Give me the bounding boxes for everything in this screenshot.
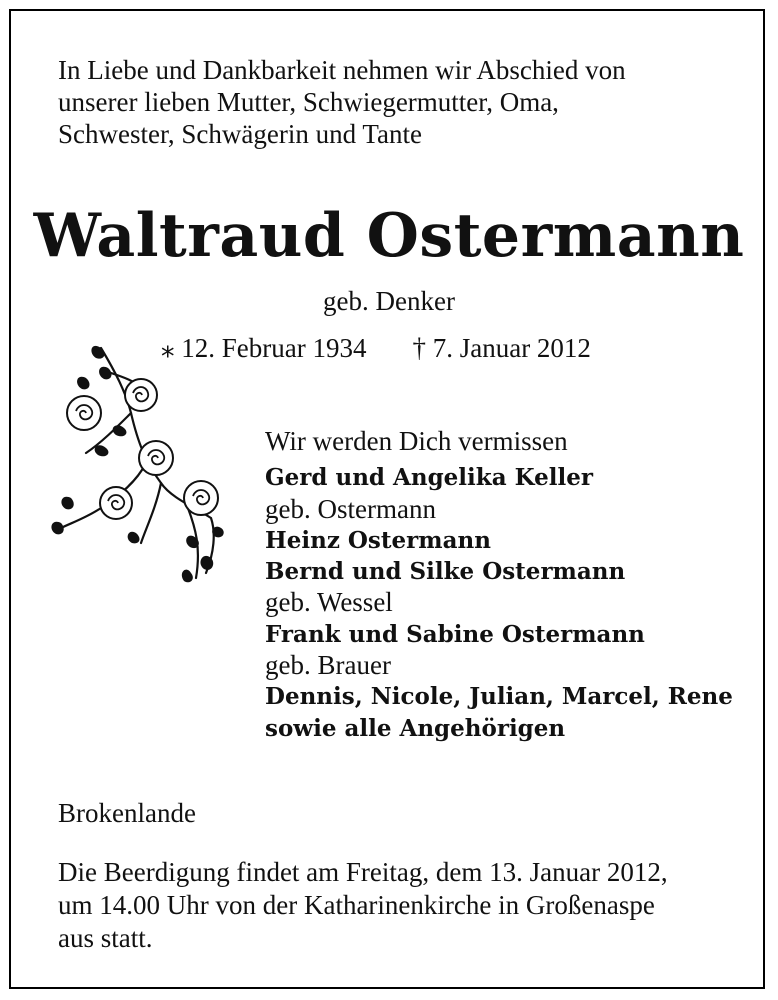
obituary-notice [9, 9, 765, 989]
mourner-line: Dennis, Nicole, Julian, Marcel, Rene [265, 683, 733, 711]
mourners-list [265, 426, 733, 744]
mourner-line: geb. Ostermann [265, 493, 436, 524]
mourner-line: Frank und Sabine Ostermann [265, 620, 645, 648]
place-name: Brokenlande [58, 798, 196, 828]
mourners-lead: Wir werden Dich vermissen [265, 426, 568, 456]
funeral-info [58, 856, 728, 955]
mourner-line: geb. Wessel [265, 587, 393, 618]
intro-text [58, 54, 718, 150]
intro-line: Schwester, Schwägerin und Tante [58, 119, 422, 149]
mourner-line: Heinz Ostermann [265, 526, 491, 554]
birth-date: ⁎ 12. Februar 1934 [161, 333, 367, 363]
funeral-line: um 14.00 Uhr von der Katharinenkirche in Großenaspe [58, 890, 655, 920]
mourner-line: Gerd und Angelika Keller [265, 464, 593, 492]
funeral-line: Die Beerdigung findet am Freitag, dem 13. Januar 2012, [58, 857, 668, 887]
mourner-line: geb. Brauer [265, 650, 391, 681]
birth-name: geb. Denker [323, 286, 455, 316]
mourner-line: sowie alle Angehörigen [265, 714, 566, 742]
rose-branch-icon [46, 333, 226, 588]
mourner-line: Bernd und Silke Ostermann [265, 558, 626, 586]
intro-line: unserer lieben Mutter, Schwiegermutter, Oma, [58, 87, 559, 117]
funeral-line: aus statt. [58, 923, 153, 953]
deceased-name: Waltraud Ostermann [33, 201, 745, 271]
intro-line: In Liebe und Dankbarkeit nehmen wir Abschied von [58, 55, 626, 85]
death-date: † 7. Januar 2012 [412, 333, 591, 363]
